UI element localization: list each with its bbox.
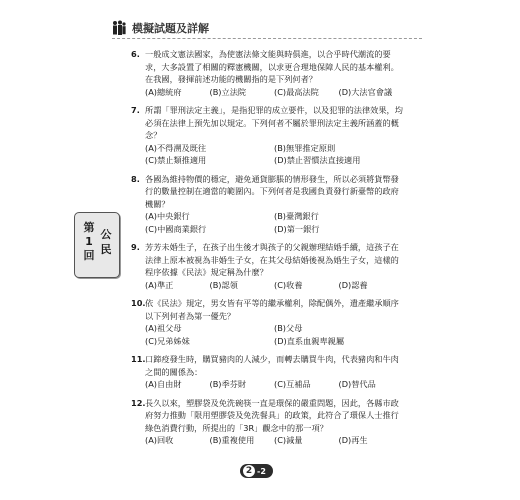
question-number: 7.	[131, 105, 140, 115]
option-c: (C)減量	[274, 435, 303, 445]
option-a: (A)回收	[145, 435, 174, 445]
side-tab-round-label: 第 1 回	[83, 221, 95, 262]
option-d: (D)大法官會議	[338, 86, 393, 97]
option-list	[131, 434, 403, 447]
question-number: 8.	[131, 173, 140, 184]
option-list	[131, 210, 403, 235]
option-list	[131, 279, 403, 292]
question-7	[131, 104, 403, 167]
option-c: (C)兄弟姊妹	[145, 335, 190, 346]
option-b: (B)季芬財	[209, 379, 247, 389]
page-number-badge	[240, 464, 273, 478]
page-footer	[240, 464, 273, 478]
question-number: 11.	[131, 354, 146, 364]
option-c: (C)禁止類推適用	[145, 155, 207, 165]
option-d: (D)替代品	[338, 379, 376, 389]
option-b: (B)重複使用	[209, 435, 255, 445]
header-title: 模擬試題及詳解	[132, 22, 209, 35]
header-divider	[112, 38, 422, 39]
option-a: (A)準正	[145, 279, 174, 290]
option-d: (D)再生	[338, 435, 368, 445]
option-list	[131, 322, 403, 347]
question-number: 6.	[131, 49, 140, 59]
option-c: (C)中國商業銀行	[145, 223, 207, 234]
option-a: (A)中央銀行	[145, 211, 190, 221]
question-stem: 8. 各國為維持物價的穩定，避免通貨膨脹的情形發生，所以必須將貨幣發行的數量控制在適當的範圍內。下列何者是我國負責發行新臺幣的政府機關？	[131, 173, 399, 209]
option-d: (D)禁止習慣法直接適用	[274, 155, 361, 165]
option-a: (A)不得溯及既往	[145, 142, 207, 153]
option-b: (B)臺灣銀行	[274, 211, 319, 221]
side-tab	[74, 212, 120, 278]
option-c: (C)最高法院	[274, 86, 319, 97]
question-stem: 7. 所謂「罪刑法定主義」，是指犯罪的成立要件，以及犯罪的法律效果，均必須在法律上預先加以規定。下列何者不屬於罪刑法定主義所涵蓋的概念？	[131, 105, 403, 140]
option-d: (D)第一銀行	[274, 223, 320, 234]
option-c: (C)互補品	[274, 379, 311, 389]
question-11	[131, 353, 403, 391]
footer-circle: 2	[243, 465, 255, 477]
option-b: (B)認領	[209, 279, 238, 290]
option-list	[131, 86, 403, 99]
question-10	[131, 297, 403, 347]
option-d: (D)認養	[338, 279, 368, 290]
option-a: (A)自由財	[145, 379, 182, 389]
question-stem: 10. 依《民法》規定，男女皆有平等的繼承權利，除配偶外，遺產繼承順序以下列何者為第一優先？	[131, 298, 399, 321]
question-6	[131, 48, 403, 98]
people-silhouette-icon	[112, 20, 126, 36]
option-c: (C)收養	[274, 279, 303, 290]
page-number: -2	[257, 466, 266, 476]
side-tab-subject: 公 民	[100, 228, 112, 256]
option-b: (B)無罪推定原則	[274, 142, 336, 153]
question-stem: 6. 一般成文憲法國家，為使憲法條文能與時俱進，以合乎時代潮流的要求，大多設置了相關的釋憲機關，以求更合理地保障人民的基本權利。在我國，發揮前述功能的機關指的是下列何者？	[131, 49, 399, 84]
option-a: (A)總統府	[145, 86, 182, 97]
option-list	[131, 142, 403, 167]
question-stem: 12. 長久以來，塑膠袋及免洗碗筷一直是環保的嚴重問題，因此，各縣市政府努力推動「限用塑膠袋及免洗餐具」的政策，此符合了環保人士推行綠色消費行動，所提出的「3R」觀念中的那一項？	[131, 397, 399, 433]
option-b: (B)立法院	[209, 86, 247, 97]
question-8	[131, 173, 403, 236]
question-number: 9.	[131, 242, 140, 252]
option-list	[131, 378, 403, 391]
page-header	[112, 20, 209, 36]
question-list	[131, 48, 403, 447]
question-number: 12.	[131, 397, 146, 408]
question-stem: 9. 芳芳未婚生子，在孩子出生後才與孩子的父親辦理結婚手續，這孩子在法律上原本被視為非婚生子女，在其父母結婚後視為婚生子女，這樣的程序依據《民法》規定稱為什麼？	[131, 242, 399, 277]
option-a: (A)祖父母	[145, 323, 182, 333]
option-b: (B)父母	[274, 323, 303, 333]
question-9	[131, 241, 403, 291]
question-12	[131, 397, 403, 447]
question-number: 10.	[131, 298, 146, 308]
question-stem: 11. 口蹄疫發生時，購買豬肉的人減少，而轉去購買牛肉，代表豬肉和牛肉之間的關係為：	[131, 354, 399, 377]
option-d: (D)直系血親卑親屬	[274, 335, 345, 346]
